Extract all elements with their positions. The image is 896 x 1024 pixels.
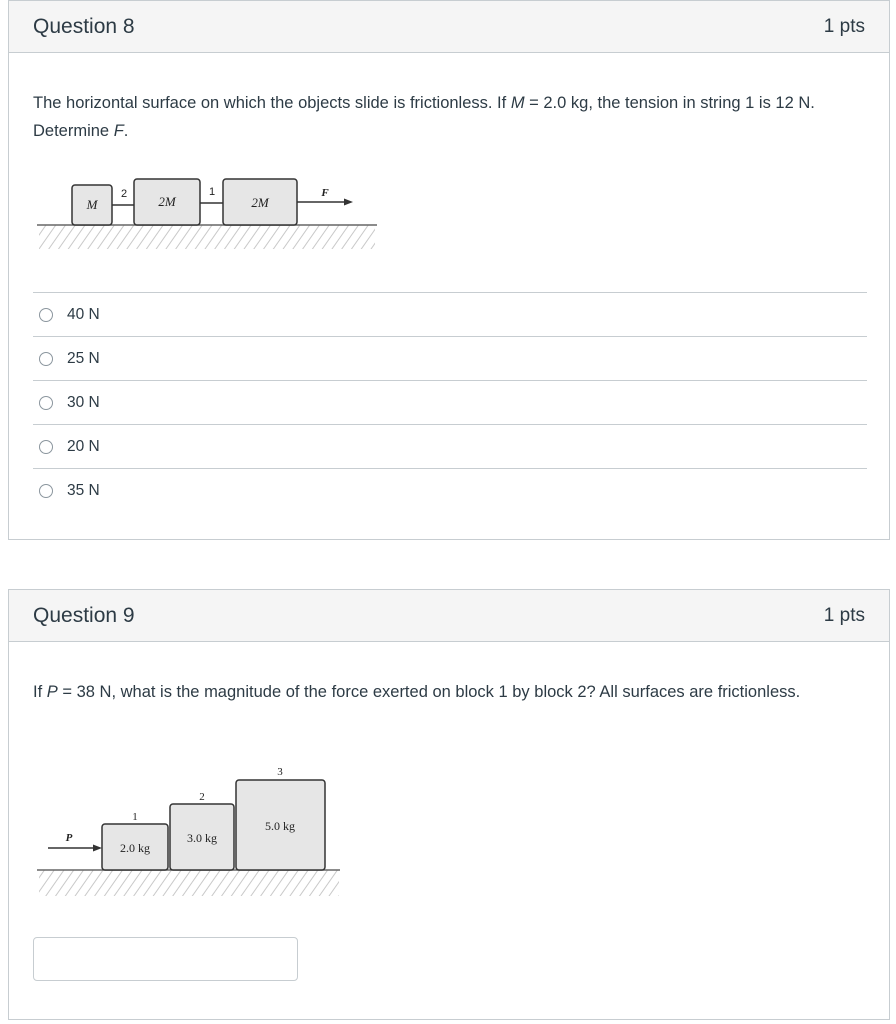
radio-button[interactable] xyxy=(39,396,53,410)
answer-option[interactable] xyxy=(33,336,867,380)
question-header xyxy=(9,590,889,642)
variable-p: P xyxy=(46,683,58,701)
question-text-part: = 2.0 kg, the tension in string 1 is 12 N. Determine xyxy=(33,94,815,140)
block-2m-left-label: 2M xyxy=(158,194,176,209)
answer-label: 20 N xyxy=(67,437,100,455)
answer-list xyxy=(33,292,867,512)
blocks-diagram xyxy=(33,173,383,257)
question-text-part: = 38 N, what is the magnitude of the force exerted on block 1 by block 2? All surfaces are frictionless. xyxy=(57,683,801,701)
blocks-diagram xyxy=(33,760,353,900)
radio-button[interactable] xyxy=(39,308,53,322)
radio-button[interactable] xyxy=(39,440,53,454)
radio-button[interactable] xyxy=(39,484,53,498)
radio-button[interactable] xyxy=(39,352,53,366)
ground-hatch xyxy=(39,225,375,249)
force-p-label: P xyxy=(65,832,73,844)
string-2-label: 2 xyxy=(120,188,128,200)
question-text xyxy=(33,89,865,145)
answer-input[interactable] xyxy=(33,937,298,981)
question-text-part: If xyxy=(33,683,47,701)
question-8-card xyxy=(8,0,890,540)
block-1-number: 1 xyxy=(132,811,138,823)
string-1-label: 1 xyxy=(208,186,216,198)
question-title: Question 9 xyxy=(33,603,135,627)
answer-option[interactable] xyxy=(33,424,867,468)
answer-option[interactable] xyxy=(33,292,867,336)
block-3-mass: 5.0 kg xyxy=(265,819,295,833)
answer-label: 40 N xyxy=(67,305,100,323)
answer-label: 35 N xyxy=(67,481,100,499)
block-3-number: 3 xyxy=(277,766,283,778)
force-p-arrowhead xyxy=(93,845,102,852)
ground-hatch xyxy=(39,870,339,896)
question-text-part: The horizontal surface on which the objects slide is frictionless. If xyxy=(33,94,511,112)
question-title: Question 8 xyxy=(33,14,135,38)
block-1-mass: 2.0 kg xyxy=(120,841,150,855)
block-2-number: 2 xyxy=(199,791,205,803)
block-2-mass: 3.0 kg xyxy=(187,831,217,845)
question-header xyxy=(9,1,889,53)
question-text xyxy=(33,678,865,706)
question-points: 1 pts xyxy=(823,15,865,37)
answer-option[interactable] xyxy=(33,468,867,512)
answer-option[interactable] xyxy=(33,380,867,424)
answer-label: 30 N xyxy=(67,393,100,411)
question-text-part: . xyxy=(123,122,129,140)
force-f-arrowhead xyxy=(344,199,353,206)
block-m-label: M xyxy=(86,197,98,212)
variable-m: M xyxy=(510,94,525,112)
answer-label: 25 N xyxy=(67,349,100,367)
question-9-card xyxy=(8,589,890,1020)
block-2m-right-label: 2M xyxy=(251,195,269,210)
question-points: 1 pts xyxy=(823,604,865,626)
variable-f: F xyxy=(113,122,124,140)
force-f-label: F xyxy=(321,187,329,199)
